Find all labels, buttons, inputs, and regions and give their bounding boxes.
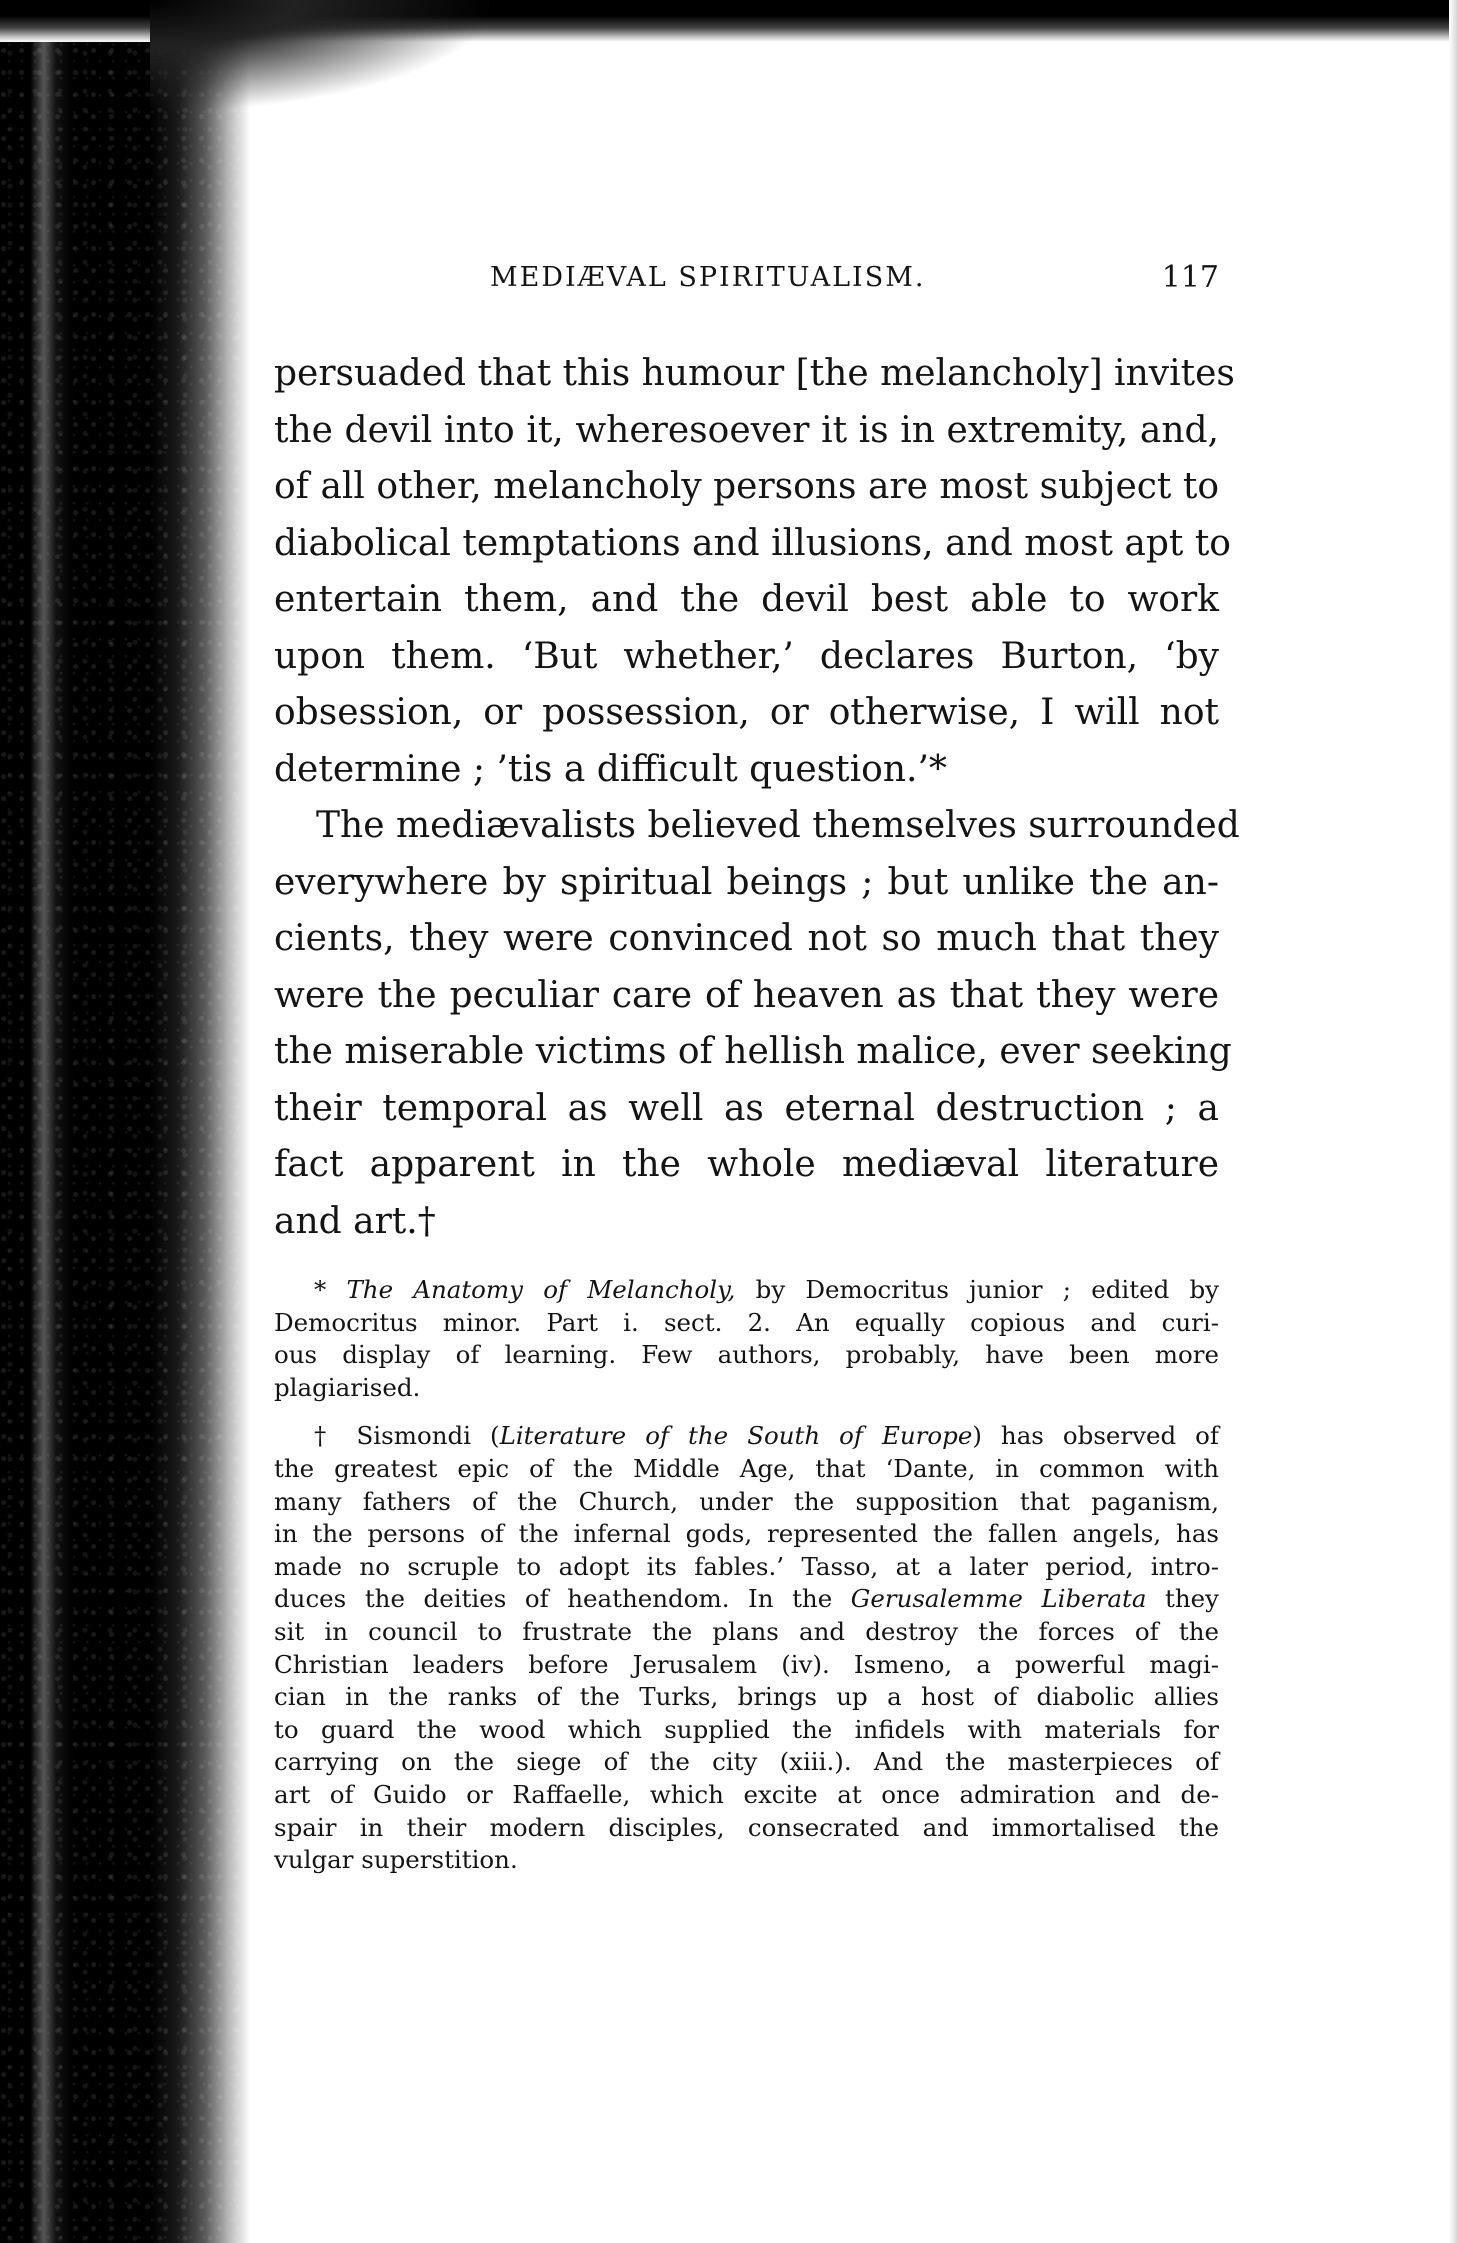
running-head [274,262,1219,302]
footnote-line: vulgar superstition. [274,1845,518,1875]
footnote-book-title: The Anatomy of Melancholy, [346,1275,736,1304]
footnote-line: carrying on the siege of the city (xiii.). And the masterpieces of [274,1747,1219,1777]
body-line: The mediævalists believed themselves surrounded [316,805,1240,846]
body-line: upon them. ‘But whether,’ declares Burton, ‘by [274,635,1219,677]
body-line: the devil into it, wheresoever it is in extremity, and, [274,409,1219,451]
running-title: MEDIÆVAL SPIRITUALISM. [490,262,926,293]
body-line: their temporal as well as eternal destruction ; a [274,1087,1219,1129]
body-text [274,346,1240,1250]
body-line: entertain them, and the devil best able to work [274,579,1219,620]
body-line: diabolical temptations and illusions, and most apt to [274,522,1231,564]
footnote-line: duces the deities of heathendom. In the Gerusalemme Liberata they [274,1584,1219,1614]
right-page-edge [1449,0,1457,2243]
footnote-line: art of Guido or Raffaelle, which excite at once admiration and de- [274,1779,1219,1809]
body-line: persuaded that this humour [the melancholy] invites [274,353,1235,394]
footnote-gap [274,1404,1219,1420]
footnote-line: * The Anatomy of Melancholy, by Democritus junior ; edited by [314,1275,1220,1304]
footnote-book-title: Gerusalemme Liberata [850,1584,1147,1614]
body-line: obsession, or possession, or otherwise, I will not [274,692,1219,733]
footnote-line: many fathers of the Church, under the supposition that paganism, [274,1486,1219,1516]
footnote-mark: * [314,1275,347,1304]
footnote-line: Christian leaders before Jerusalem (iv). Ismeno, a powerful magi- [274,1649,1219,1679]
binding-shadow-texture [0,0,250,2243]
footnote-2 [274,1420,1219,1876]
footnote-line: plagiarised. [274,1372,421,1402]
footnote-line: to guard the wood which supplied the infidels with materials for [274,1714,1219,1744]
footnote-1 [274,1274,1219,1404]
footnote-line: † Sismondi (Literature of the South of Europe) has observed of [314,1421,1219,1451]
body-line: the miserable victims of hellish malice, ever seeking [274,1031,1232,1072]
page-number: 117 [1161,260,1219,295]
body-line: determine ; ’tis a difficult question.’* [274,748,947,790]
footnote-line: spair in their modern disciples, consecrated and immortalised the [274,1812,1219,1842]
footnote-line: cian in the ranks of the Turks, brings up a host of diabolic allies [274,1682,1219,1712]
footnotes [274,1274,1219,1877]
body-line: and art.† [274,1200,436,1242]
body-line: cients, they were convinced not so much that they [274,918,1219,959]
footnote-line: in the persons of the infernal gods, represented the fallen angels, has [274,1519,1219,1549]
footnote-line: the greatest epic of the Middle Age, that ‘Dante, in common with [274,1453,1219,1483]
footnote-line: Democritus minor. Part i. sect. 2. An equally copious and curi- [274,1307,1219,1337]
footnote-line: ous display of learning. Few authors, probably, have been more [274,1340,1219,1370]
top-corner-shadow [150,0,490,110]
body-line: fact apparent in the whole mediæval literature [274,1144,1219,1185]
footnote-book-title: Literature of the South of Europe [499,1421,973,1451]
footnote-line: made no scruple to adopt its fables.’ Tasso, at a later period, intro- [274,1551,1219,1581]
body-line: of all other, melancholy persons are most subject to [274,466,1219,507]
footnote-line: sit in council to frustrate the plans and destroy the forces of the [274,1616,1219,1646]
body-line: were the peculiar care of heaven as that they were [274,974,1219,1016]
body-line: everywhere by spiritual beings ; but unlike the an- [274,861,1219,903]
